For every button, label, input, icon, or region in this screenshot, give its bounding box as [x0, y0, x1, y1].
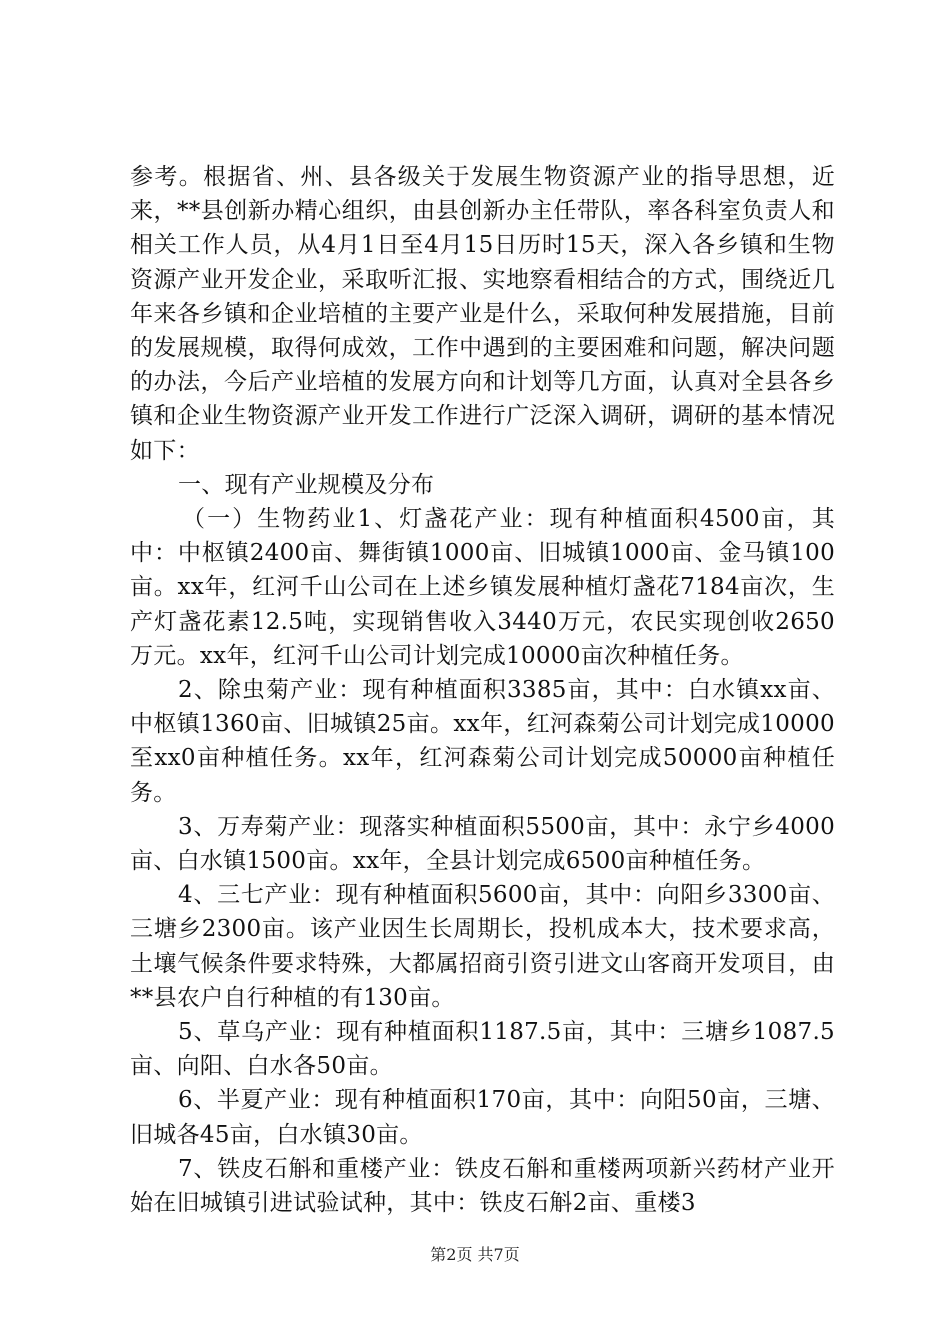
document-body — [130, 160, 835, 1220]
paragraph-wanshouju: 3、万寿菊产业：现落实种植面积5500亩，其中：永宁乡4000亩、白水镇1500亩。xx年，全县计划完成6500亩种植任务。 — [130, 813, 835, 875]
paragraph-tiepishihu: 7、铁皮石斛和重楼产业：铁皮石斛和重楼两项新兴药材产业开始在旧城镇引进试验试种，其中：铁皮石斛2亩、重楼3 — [130, 1155, 835, 1217]
section-heading: 一、现有产业规模及分布 — [178, 471, 435, 498]
paragraph-banxia: 6、半夏产业：现有种植面积170亩，其中：向阳50亩，三塘、旧城各45亩，白水镇30亩。 — [130, 1087, 835, 1148]
paragraph-chuchongju: 2、除虫菊产业：现有种植面积3385亩，其中：白水镇xx亩、中枢镇1360亩、旧城镇25亩。xx年，红河森菊公司计划完成10000至xx0亩种植任务。xx年，红河森菊公司计划完成50000亩种植任务。 — [130, 677, 835, 806]
paragraph-dengzhanhua: （一）生物药业1、灯盏花产业：现有种植面积4500亩，其中：中枢镇2400亩、舞街镇1000亩、旧城镇1000亩、金马镇100亩。xx年，红河千山公司在上述乡镇发展种植灯盏花7184亩次，生产灯盏花素12.5吨，实现销售收入3440万元，农民实现创收2650万元。xx年，红河千山公司计划完成10000亩次种植任务。 — [130, 506, 835, 669]
paragraph-sanqi: 4、三七产业：现有种植面积5600亩，其中：向阳乡3300亩、三塘乡2300亩。该产业因生长周期长，投机成本大，技术要求高，土壤气候条件要求特殊，大都属招商引资引进文山客商开发项目，由**县农户自行种植的有130亩。 — [130, 882, 835, 1011]
page-footer: 第2页 共7页 — [430, 1245, 520, 1264]
paragraph-caowu: 5、草乌产业：现有种植面积1187.5亩，其中：三塘乡1087.5亩、向阳、白水各50亩。 — [130, 1019, 835, 1080]
paragraph-intro: 参考。根据省、州、县各级关于发展生物资源产业的指导思想，近来，**县创新办精心组织，由县创新办主任带队，率各科室负责人和相关工作人员，从4月1日至4月15日历时15天，深入各乡镇和生物资源产业开发企业，采取听汇报、实地察看相结合的方式，围绕近几年来各乡镇和企业培植的主要产业是什么，采取何种发展措施，目前的发展规模，取得何成效，工作中遇到的主要困难和问题，解决问题的办法，今后产业培植的发展方向和计划等几方面，认真对全县各乡镇和企业生物资源产业开发工作进行广泛深入调研，调研的基本情况如下： — [130, 164, 835, 464]
